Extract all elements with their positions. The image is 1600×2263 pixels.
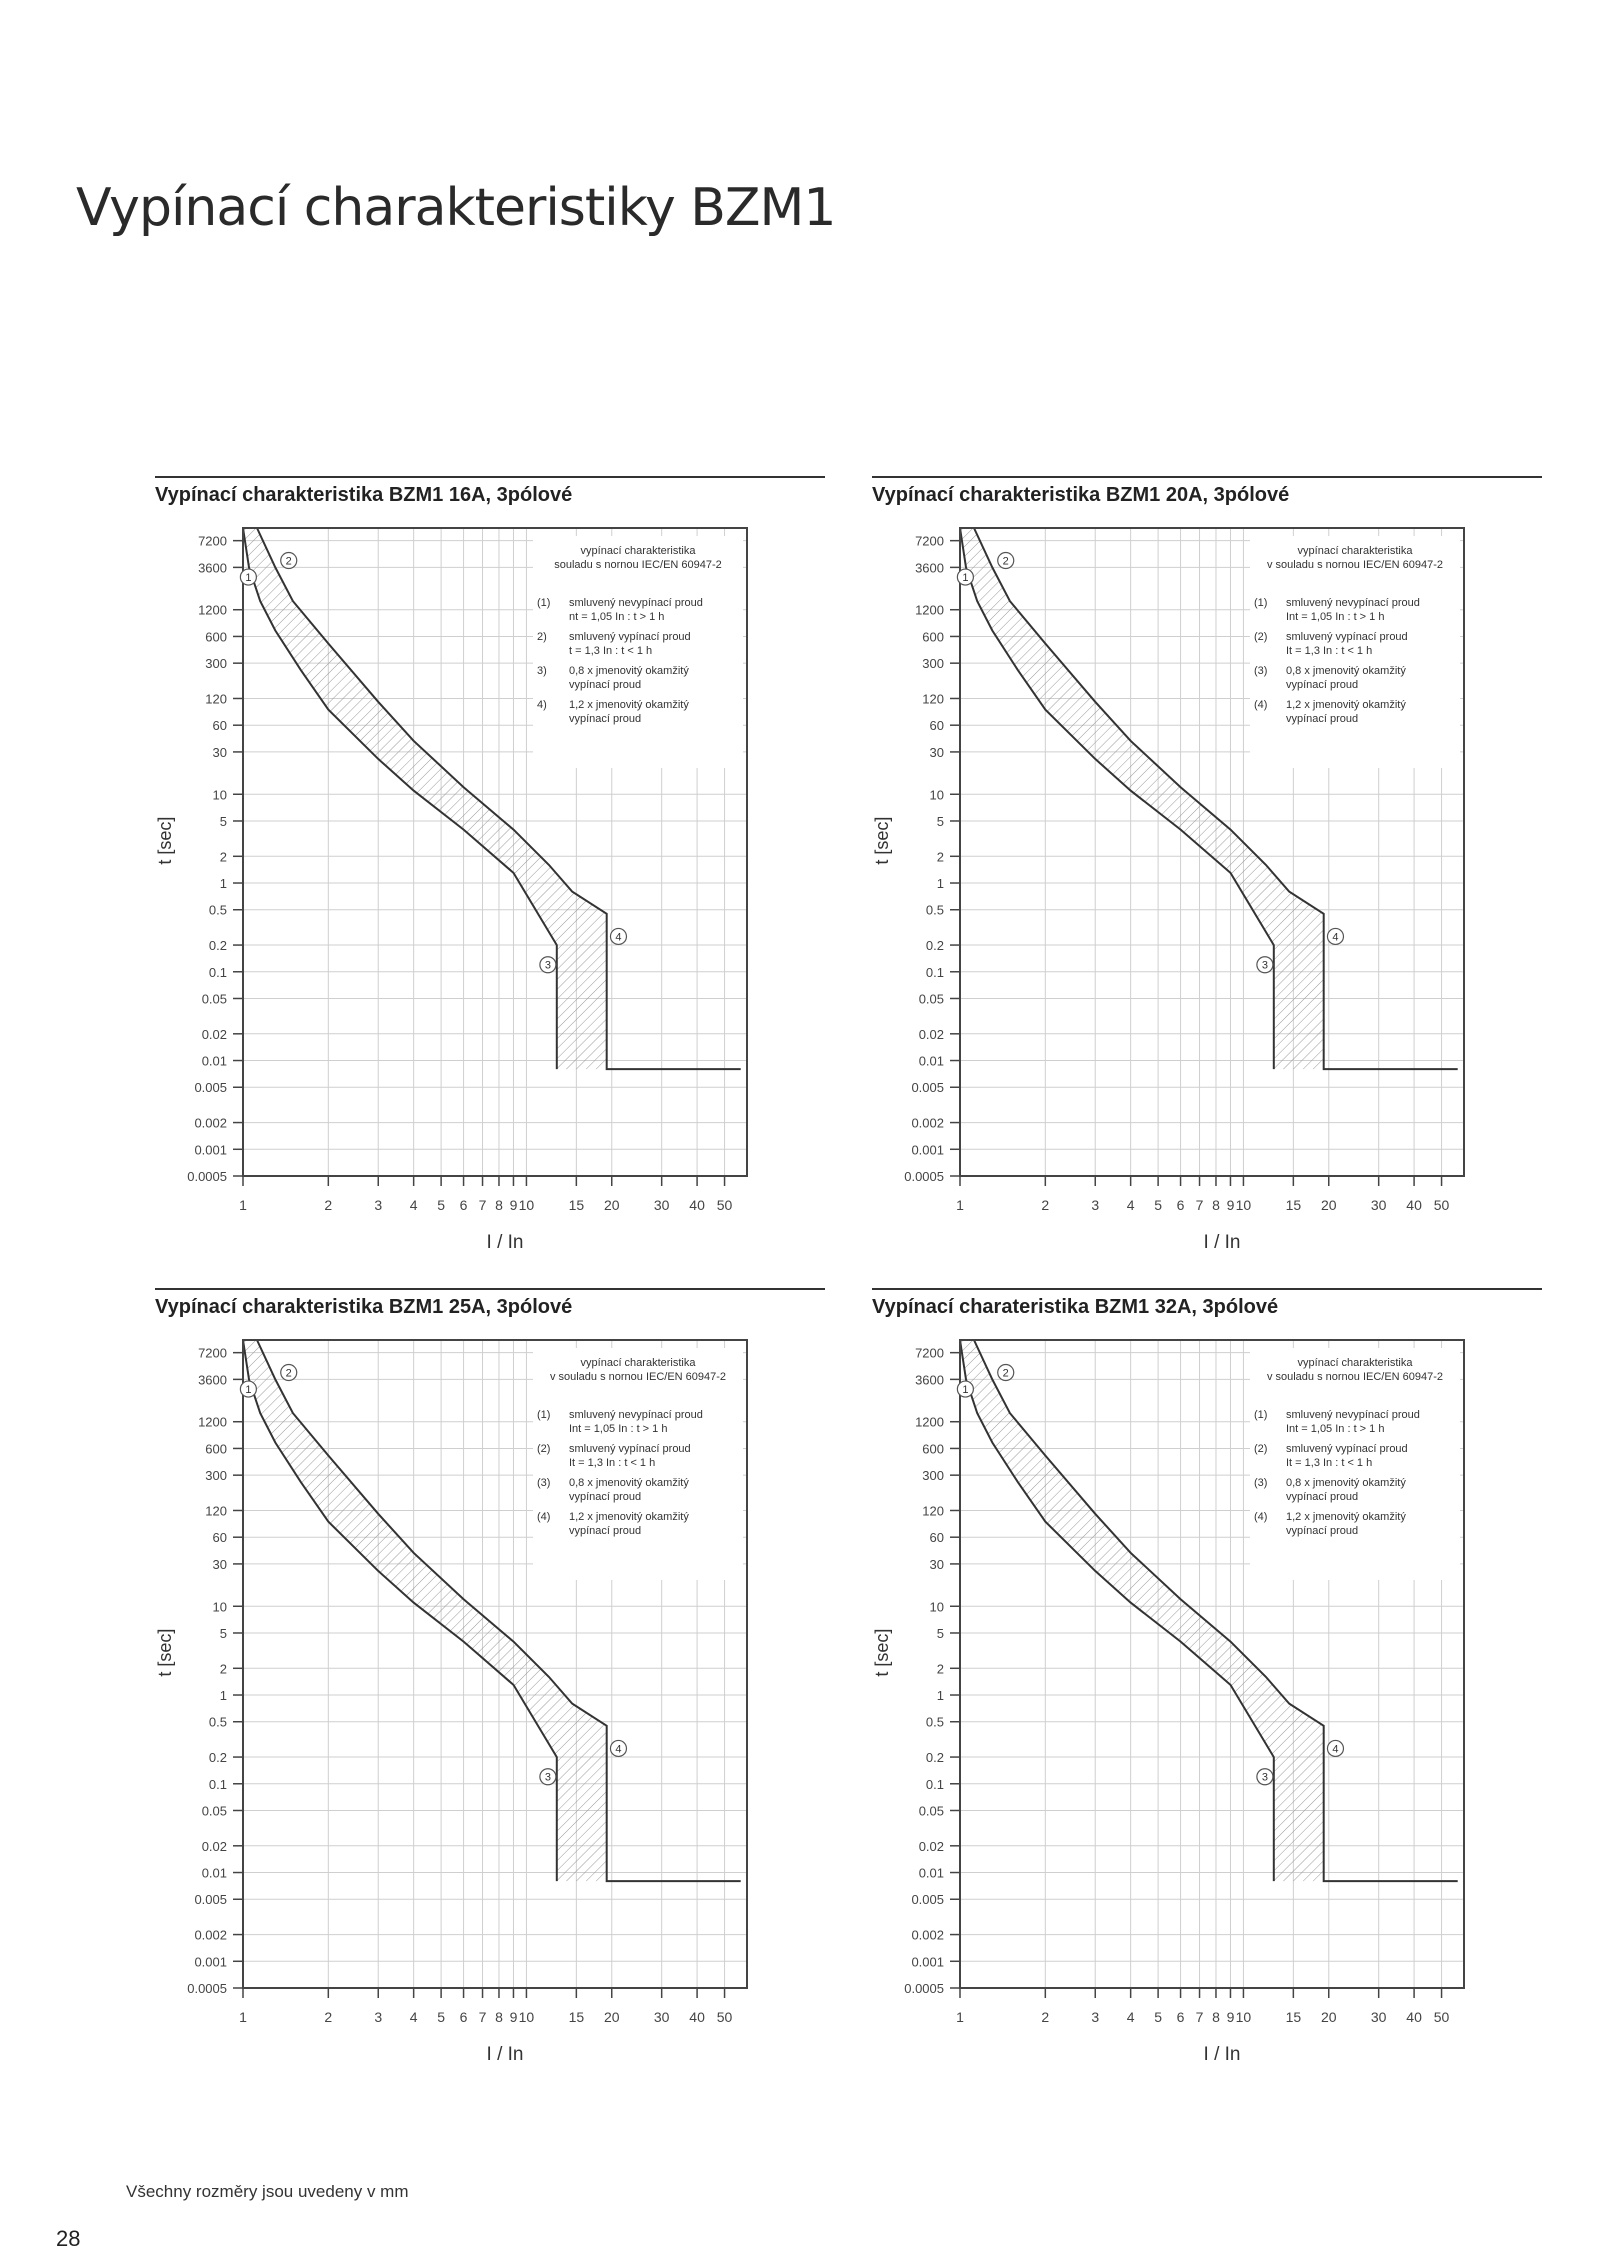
chart-panel-16a	[155, 476, 825, 1256]
y-tick-label: 120	[922, 1503, 944, 1519]
chart-title: Vypínací charakteristika BZM1 25A, 3pólové	[155, 1288, 825, 1319]
marker-1-label: 1	[962, 1384, 969, 1397]
legend-item-number: (2)	[1254, 1443, 1268, 1455]
y-tick-label: 0.02	[918, 1838, 944, 1854]
marker-4-label: 4	[615, 1743, 622, 1756]
legend-item-text: vypínací proud	[1286, 1491, 1359, 1503]
y-tick-label: 0.001	[911, 1142, 944, 1158]
y-tick-label: 10	[929, 787, 944, 803]
y-tick-label: 0.01	[918, 1865, 944, 1881]
x-axis-label: I / In	[486, 2044, 524, 2065]
legend-item-text: 1,2 x jmenovitý okamžitý	[1286, 699, 1406, 711]
y-tick-label: 0.05	[918, 1803, 944, 1819]
x-tick-label: 50	[1433, 1197, 1450, 1213]
x-tick-label: 50	[716, 1197, 733, 1213]
trip-curve-chart	[155, 510, 825, 1256]
x-tick-label: 3	[374, 2009, 383, 2025]
trip-curve-chart	[872, 510, 1542, 1256]
y-tick-label: 1	[936, 876, 944, 892]
x-tick-label: 10	[518, 2009, 535, 2025]
legend-item-number: (3)	[1254, 665, 1268, 677]
y-tick-label: 0.005	[911, 1080, 944, 1096]
x-tick-label: 15	[568, 1197, 585, 1213]
marker-3-label: 3	[1261, 1771, 1268, 1784]
y-tick-label: 1200	[915, 1414, 944, 1430]
y-tick-label: 0.005	[911, 1892, 944, 1908]
x-tick-label: 1	[956, 2009, 964, 2025]
legend-item-number: (3)	[1254, 1477, 1268, 1489]
legend-item-text: smluvený nevypínací proud	[1286, 1409, 1420, 1421]
legend-header: vypínací charakteristika	[580, 545, 696, 557]
x-tick-label: 9	[1226, 1197, 1235, 1213]
x-tick-label: 7	[478, 2009, 487, 2025]
x-tick-label: 15	[1285, 2009, 1302, 2025]
chart-panel-32a	[872, 1288, 1542, 2068]
marker-2-label: 2	[1002, 1367, 1009, 1380]
legend-item-text: smluvený vypínací proud	[569, 1443, 691, 1455]
y-tick-label: 0.01	[201, 1865, 227, 1881]
legend-item-text: vypínací proud	[1286, 713, 1359, 725]
legend-item-number: (4)	[537, 1511, 551, 1523]
y-tick-label: 0.05	[918, 991, 944, 1007]
legend	[1250, 1348, 1460, 1580]
y-tick-label: 120	[205, 1503, 227, 1519]
legend-item-text: 0,8 x jmenovitý okamžitý	[1286, 665, 1406, 677]
y-tick-label: 60	[929, 718, 944, 734]
x-tick-label: 6	[459, 2009, 468, 2025]
marker-2-label: 2	[285, 1367, 292, 1380]
x-tick-label: 3	[1091, 2009, 1100, 2025]
y-tick-label: 10	[212, 1599, 227, 1615]
legend-header: vypínací charakteristika	[580, 1357, 696, 1369]
legend-item-text: It = 1,3 In : t < 1 h	[569, 1457, 656, 1469]
chart-title: Vypínací charateristika BZM1 32A, 3pólové	[872, 1288, 1542, 1319]
legend-item-number: (1)	[1254, 1409, 1268, 1421]
y-tick-label: 30	[212, 744, 227, 760]
legend-item-text: vypínací proud	[569, 1525, 642, 1537]
y-tick-label: 600	[922, 1441, 944, 1457]
y-tick-label: 60	[929, 1530, 944, 1546]
legend-item-number: (2)	[537, 1443, 551, 1455]
x-axis-label: I / In	[1203, 2044, 1241, 2065]
y-tick-label: 10	[929, 1599, 944, 1615]
x-tick-label: 40	[1406, 1197, 1422, 1213]
y-tick-label: 5	[219, 1625, 227, 1641]
legend-item-number: (1)	[537, 597, 551, 609]
legend-item-text: vypínací proud	[569, 679, 642, 691]
x-tick-label: 10	[1235, 1197, 1252, 1213]
marker-4-label: 4	[615, 931, 622, 944]
legend-item-text: 1,2 x jmenovitý okamžitý	[1286, 1511, 1406, 1523]
legend-item-text: vypínací proud	[569, 713, 642, 725]
legend-item-text: Int = 1,05 In : t > 1 h	[1286, 611, 1385, 623]
page-number: 28	[56, 2226, 81, 2251]
x-tick-label: 7	[1195, 1197, 1204, 1213]
x-tick-label: 10	[518, 1197, 535, 1213]
y-tick-label: 5	[219, 813, 227, 829]
legend-item-text: It = 1,3 In : t < 1 h	[1286, 1457, 1373, 1469]
x-tick-label: 5	[437, 1197, 446, 1213]
legend-item-text: 0,8 x jmenovitý okamžitý	[569, 665, 689, 677]
y-tick-label: 0.002	[911, 1927, 944, 1943]
y-tick-label: 2	[219, 849, 227, 865]
y-tick-label: 0.5	[208, 902, 227, 918]
legend-header: v souladu s nornou IEC/EN 60947-2	[1266, 1371, 1444, 1383]
x-tick-label: 3	[374, 1197, 383, 1213]
legend-item-text: smluvený vypínací proud	[569, 631, 691, 643]
y-tick-label: 0.5	[925, 1714, 944, 1730]
x-tick-label: 20	[603, 1197, 620, 1213]
y-tick-label: 0.02	[918, 1026, 944, 1042]
y-tick-label: 5	[936, 1625, 944, 1641]
y-tick-label: 0.5	[208, 1714, 227, 1730]
legend-item-number: (1)	[1254, 597, 1268, 609]
x-tick-label: 30	[653, 1197, 670, 1213]
y-tick-label: 3600	[198, 1372, 227, 1388]
marker-4-label: 4	[1332, 1743, 1339, 1756]
x-tick-label: 2	[324, 1197, 333, 1213]
legend-header: souladu s nornou IEC/EN 60947-2	[554, 559, 722, 571]
y-tick-label: 0.2	[925, 938, 944, 954]
y-tick-label: 120	[922, 691, 944, 707]
x-tick-label: 2	[324, 2009, 333, 2025]
y-tick-label: 600	[205, 1441, 227, 1457]
y-tick-label: 0.2	[208, 1750, 227, 1766]
y-tick-label: 1200	[198, 1414, 227, 1430]
legend-item-number: (2)	[1254, 631, 1268, 643]
legend-item-text: 0,8 x jmenovitý okamžitý	[1286, 1477, 1406, 1489]
y-axis-label: t [sec]	[155, 1628, 175, 1677]
y-tick-label: 300	[922, 1468, 944, 1484]
x-tick-label: 9	[509, 2009, 518, 2025]
legend-header: vypínací charakteristika	[1297, 1357, 1413, 1369]
y-tick-label: 0.1	[208, 964, 227, 980]
y-tick-label: 0.2	[925, 1750, 944, 1766]
y-tick-label: 0.0005	[187, 1981, 227, 1996]
y-tick-label: 0.001	[194, 1954, 227, 1970]
legend-header: v souladu s nornou IEC/EN 60947-2	[549, 1371, 727, 1383]
chart-panel-25a	[155, 1288, 825, 2068]
x-tick-label: 30	[1370, 2009, 1387, 2025]
y-tick-label: 3600	[198, 560, 227, 576]
marker-1-label: 1	[245, 1384, 252, 1397]
y-tick-label: 7200	[915, 1345, 944, 1361]
x-tick-label: 8	[495, 2009, 503, 2025]
marker-2-label: 2	[1002, 555, 1009, 568]
x-tick-label: 5	[437, 2009, 446, 2025]
legend-item-text: vypínací proud	[1286, 679, 1359, 691]
marker-4-label: 4	[1332, 931, 1339, 944]
y-tick-label: 60	[212, 1530, 227, 1546]
x-tick-label: 4	[409, 2009, 418, 2025]
legend-item-text: It = 1,3 In : t < 1 h	[1286, 645, 1373, 657]
x-tick-label: 3	[1091, 1197, 1100, 1213]
y-tick-label: 7200	[198, 1345, 227, 1361]
y-tick-label: 0.005	[194, 1080, 227, 1096]
legend-item-text: Int = 1,05 In : t > 1 h	[569, 1423, 668, 1435]
y-tick-label: 0.002	[194, 1115, 227, 1131]
x-tick-label: 15	[568, 2009, 585, 2025]
x-tick-label: 6	[1176, 1197, 1185, 1213]
marker-1-label: 1	[245, 572, 252, 585]
x-tick-label: 9	[1226, 2009, 1235, 2025]
y-tick-label: 30	[212, 1556, 227, 1572]
chart-title: Vypínací charakteristika BZM1 20A, 3pólové	[872, 476, 1542, 507]
x-tick-label: 30	[1370, 1197, 1387, 1213]
x-tick-label: 1	[956, 1197, 964, 1213]
x-tick-label: 30	[653, 2009, 670, 2025]
y-tick-label: 0.0005	[187, 1169, 227, 1184]
legend-item-text: 1,2 x jmenovitý okamžitý	[569, 699, 689, 711]
marker-1-label: 1	[962, 572, 969, 585]
x-tick-label: 6	[459, 1197, 468, 1213]
x-tick-label: 40	[1406, 2009, 1422, 2025]
x-tick-label: 8	[495, 1197, 503, 1213]
y-tick-label: 300	[922, 656, 944, 672]
y-tick-label: 3600	[915, 560, 944, 576]
marker-2-label: 2	[285, 555, 292, 568]
legend-item-number: (4)	[1254, 1511, 1268, 1523]
y-tick-label: 2	[219, 1661, 227, 1677]
x-tick-label: 7	[1195, 2009, 1204, 2025]
y-tick-label: 120	[205, 691, 227, 707]
legend-header: v souladu s nornou IEC/EN 60947-2	[1266, 559, 1444, 571]
footnote: Všechny rozměry jsou uvedeny v mm	[126, 2182, 409, 2201]
y-axis-label: t [sec]	[872, 816, 892, 865]
trip-curve-chart	[155, 1322, 825, 2068]
x-tick-label: 2	[1041, 2009, 1050, 2025]
legend-item-number: 4)	[537, 699, 547, 711]
marker-3-label: 3	[544, 959, 551, 972]
marker-3-label: 3	[1261, 959, 1268, 972]
chart-title: Vypínací charakteristika BZM1 16A, 3pólové	[155, 476, 825, 507]
y-tick-label: 30	[929, 1556, 944, 1572]
x-tick-label: 20	[1320, 1197, 1337, 1213]
legend-item-number: (3)	[537, 1477, 551, 1489]
y-tick-label: 1	[219, 876, 227, 892]
y-tick-label: 2	[936, 1661, 944, 1677]
legend-item-text: smluvený nevypínací proud	[569, 1409, 703, 1421]
x-tick-label: 4	[1126, 1197, 1135, 1213]
trip-curve-chart	[872, 1322, 1542, 2068]
y-tick-label: 30	[929, 744, 944, 760]
y-tick-label: 0.002	[911, 1115, 944, 1131]
legend-item-text: vypínací proud	[569, 1491, 642, 1503]
legend-item-text: vypínací proud	[1286, 1525, 1359, 1537]
marker-3-label: 3	[544, 1771, 551, 1784]
y-tick-label: 0.1	[925, 964, 944, 980]
y-tick-label: 0.02	[201, 1026, 227, 1042]
x-tick-label: 50	[716, 2009, 733, 2025]
x-tick-label: 7	[478, 1197, 487, 1213]
x-tick-label: 8	[1212, 2009, 1220, 2025]
y-tick-label: 0.05	[201, 1803, 227, 1819]
y-tick-label: 3600	[915, 1372, 944, 1388]
x-tick-label: 20	[1320, 2009, 1337, 2025]
y-tick-label: 0.001	[911, 1954, 944, 1970]
legend-header: vypínací charakteristika	[1297, 545, 1413, 557]
legend-item-text: t = 1,3 In : t < 1 h	[569, 645, 653, 657]
y-tick-label: 0.1	[208, 1776, 227, 1792]
x-axis-label: I / In	[486, 1232, 524, 1253]
x-tick-label: 40	[689, 1197, 705, 1213]
x-tick-label: 15	[1285, 1197, 1302, 1213]
y-tick-label: 1200	[915, 602, 944, 618]
chart-panel-20a	[872, 476, 1542, 1256]
y-tick-label: 300	[205, 1468, 227, 1484]
x-tick-label: 4	[1126, 2009, 1135, 2025]
y-tick-label: 0.0005	[904, 1169, 944, 1184]
legend-item-text: smluvený nevypínací proud	[1286, 597, 1420, 609]
legend-item-text: nt = 1,05 In : t > 1 h	[569, 611, 665, 623]
y-tick-label: 600	[922, 629, 944, 645]
x-tick-label: 5	[1154, 2009, 1163, 2025]
legend-item-text: smluvený vypínací proud	[1286, 1443, 1408, 1455]
x-tick-label: 4	[409, 1197, 418, 1213]
legend	[1250, 536, 1460, 768]
y-tick-label: 600	[205, 629, 227, 645]
y-axis-label: t [sec]	[155, 816, 175, 865]
y-tick-label: 0.5	[925, 902, 944, 918]
legend-item-text: 1,2 x jmenovitý okamžitý	[569, 1511, 689, 1523]
legend-item-number: 3)	[537, 665, 547, 677]
x-tick-label: 1	[239, 1197, 247, 1213]
y-tick-label: 0.1	[925, 1776, 944, 1792]
y-tick-label: 0.05	[201, 991, 227, 1007]
page-title: Vypínací charakteristiky BZM1	[76, 178, 836, 238]
legend-item-text: Int = 1,05 In : t > 1 h	[1286, 1423, 1385, 1435]
x-tick-label: 40	[689, 2009, 705, 2025]
y-tick-label: 1200	[198, 602, 227, 618]
x-tick-label: 6	[1176, 2009, 1185, 2025]
legend-item-number: (4)	[1254, 699, 1268, 711]
legend-item-text: smluvený vypínací proud	[1286, 631, 1408, 643]
y-tick-label: 7200	[198, 533, 227, 549]
legend-item-number: (1)	[537, 1409, 551, 1421]
x-axis-label: I / In	[1203, 1232, 1241, 1253]
y-tick-label: 0.02	[201, 1838, 227, 1854]
legend	[533, 1348, 743, 1580]
x-tick-label: 9	[509, 1197, 518, 1213]
y-tick-label: 0.0005	[904, 1981, 944, 1996]
y-tick-label: 0.001	[194, 1142, 227, 1158]
y-tick-label: 60	[212, 718, 227, 734]
x-tick-label: 10	[1235, 2009, 1252, 2025]
x-tick-label: 50	[1433, 2009, 1450, 2025]
legend-item-text: smluvený nevypínací proud	[569, 597, 703, 609]
legend	[533, 536, 743, 768]
y-tick-label: 1	[219, 1688, 227, 1704]
x-tick-label: 8	[1212, 1197, 1220, 1213]
y-tick-label: 0.2	[208, 938, 227, 954]
x-tick-label: 1	[239, 2009, 247, 2025]
x-tick-label: 2	[1041, 1197, 1050, 1213]
y-tick-label: 0.01	[201, 1053, 227, 1069]
y-tick-label: 0.01	[918, 1053, 944, 1069]
legend-item-text: 0,8 x jmenovitý okamžitý	[569, 1477, 689, 1489]
x-tick-label: 5	[1154, 1197, 1163, 1213]
x-tick-label: 20	[603, 2009, 620, 2025]
y-tick-label: 0.005	[194, 1892, 227, 1908]
y-tick-label: 300	[205, 656, 227, 672]
y-tick-label: 7200	[915, 533, 944, 549]
y-tick-label: 0.002	[194, 1927, 227, 1943]
y-tick-label: 5	[936, 813, 944, 829]
y-tick-label: 2	[936, 849, 944, 865]
y-axis-label: t [sec]	[872, 1628, 892, 1677]
legend-item-number: 2)	[537, 631, 547, 643]
y-tick-label: 1	[936, 1688, 944, 1704]
y-tick-label: 10	[212, 787, 227, 803]
